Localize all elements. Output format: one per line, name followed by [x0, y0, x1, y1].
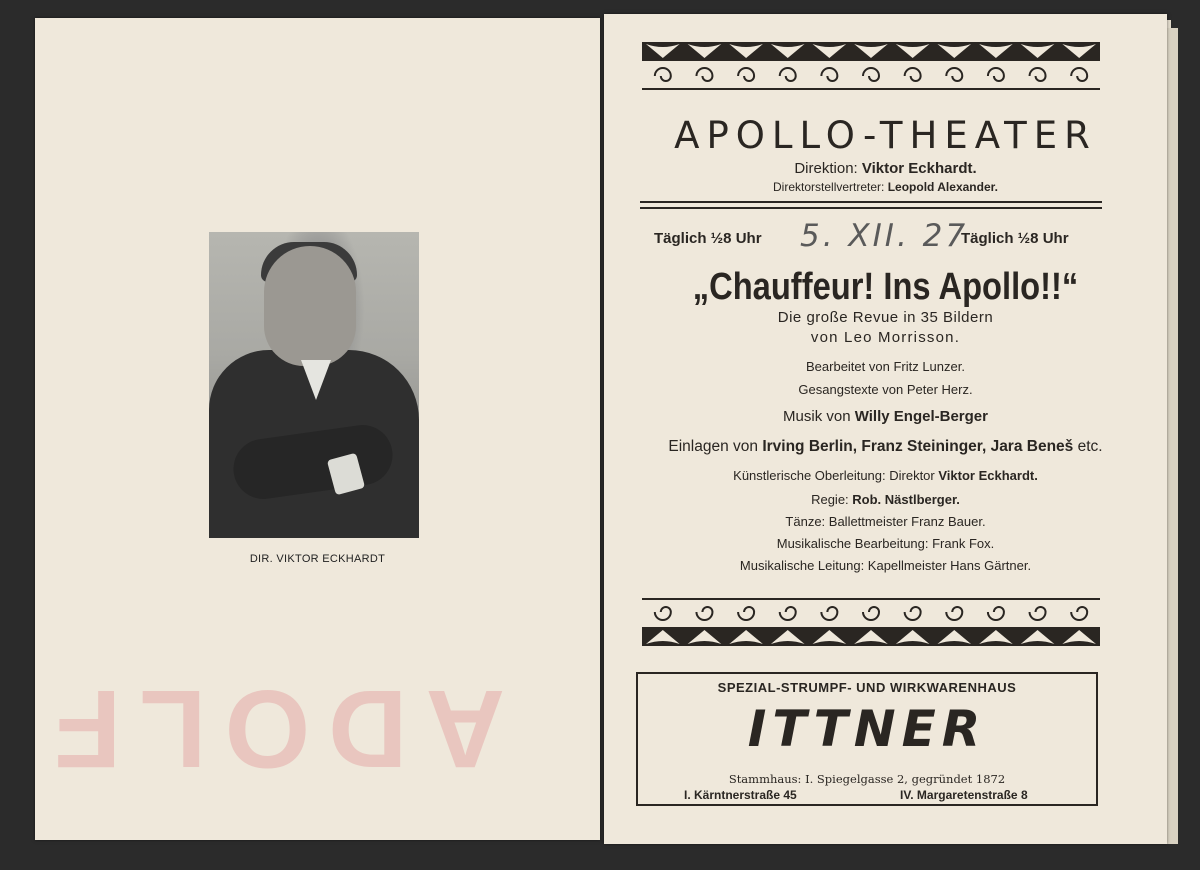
musikalische-leitung-line: Musikalische Leitung: Kapellmeister Hans Gärtner. — [739, 558, 1032, 573]
einlagen-label: Einlagen von — [668, 438, 759, 455]
ad-heading: SPEZIAL-STRUMPF- UND WIRKWARENHAUS — [717, 680, 1017, 695]
regie-line — [604, 492, 1167, 507]
showtime-left: Täglich ½8 Uhr — [654, 230, 762, 247]
bearbeitet-line: Bearbeitet von Fritz Lunzer. — [806, 359, 965, 374]
portrait-photo — [209, 232, 419, 538]
direktion-line — [604, 160, 1167, 177]
einlagen-suffix: etc. — [1077, 438, 1103, 455]
stellvertreter-label: Direktorstellvertreter: — [773, 180, 885, 194]
author-line: von Leo Morrisson. — [810, 329, 961, 346]
taenze-line: Tänze: Ballettmeister Franz Bauer. — [785, 514, 986, 529]
ornament-border-top — [642, 42, 1100, 92]
einlagen-names: Irving Berlin, Franz Steininger, Jara Beneš — [762, 438, 1074, 455]
regie-name: Rob. Nästlberger. — [852, 492, 960, 507]
left-page — [35, 18, 600, 840]
theater-title: APOLLO-THEATER — [674, 114, 1097, 157]
musikalische-bearbeitung-line: Musikalische Bearbeitung: Frank Fox. — [776, 536, 995, 551]
ad-stammhaus: Stammhaus: I. Spiegelgasse 2, gegründet 1872 — [728, 772, 1006, 786]
direktion-name: Viktor Eckhardt. — [861, 160, 977, 177]
right-page — [604, 14, 1167, 844]
advertisement-box — [636, 672, 1098, 806]
gesangstexte-line: Gesangstexte von Peter Herz. — [798, 382, 973, 397]
musik-label: Musik von — [783, 408, 851, 425]
revue-line: Die große Revue in 35 Bildern — [777, 309, 994, 326]
ornament-border-bottom — [642, 596, 1100, 646]
direktion-label: Direktion: — [794, 160, 858, 177]
musik-name: Willy Engel-Berger — [854, 408, 988, 425]
show-title: „Chauffeur! Ins Apollo!!“ — [692, 266, 1079, 308]
stellvertreter-line — [604, 180, 1167, 194]
faded-stamp: ADOLF — [36, 667, 505, 790]
handwritten-date: 5. XII. 27 — [800, 218, 969, 254]
divider-rule — [640, 201, 1102, 203]
regie-label: Regie: — [811, 492, 849, 507]
showtime-right: Täglich ½8 Uhr — [961, 230, 1069, 247]
portrait-caption: DIR. VIKTOR ECKHARDT — [249, 553, 386, 565]
divider-rule — [640, 207, 1102, 209]
ad-brand-logo: ITTNER — [747, 700, 987, 758]
musik-line — [604, 408, 1167, 425]
stellvertreter-name: Leopold Alexander. — [887, 180, 998, 194]
ad-branch-left: I. Kärntnerstraße 45 — [684, 788, 797, 802]
oberleitung-name: Viktor Eckhardt. — [938, 468, 1038, 483]
ad-branch-right: IV. Margaretenstraße 8 — [900, 788, 1028, 802]
oberleitung-label: Künstlerische Oberleitung: Direktor — [733, 468, 935, 483]
einlagen-line — [604, 438, 1167, 456]
oberleitung-line — [604, 468, 1167, 483]
page-edge — [1166, 28, 1178, 844]
